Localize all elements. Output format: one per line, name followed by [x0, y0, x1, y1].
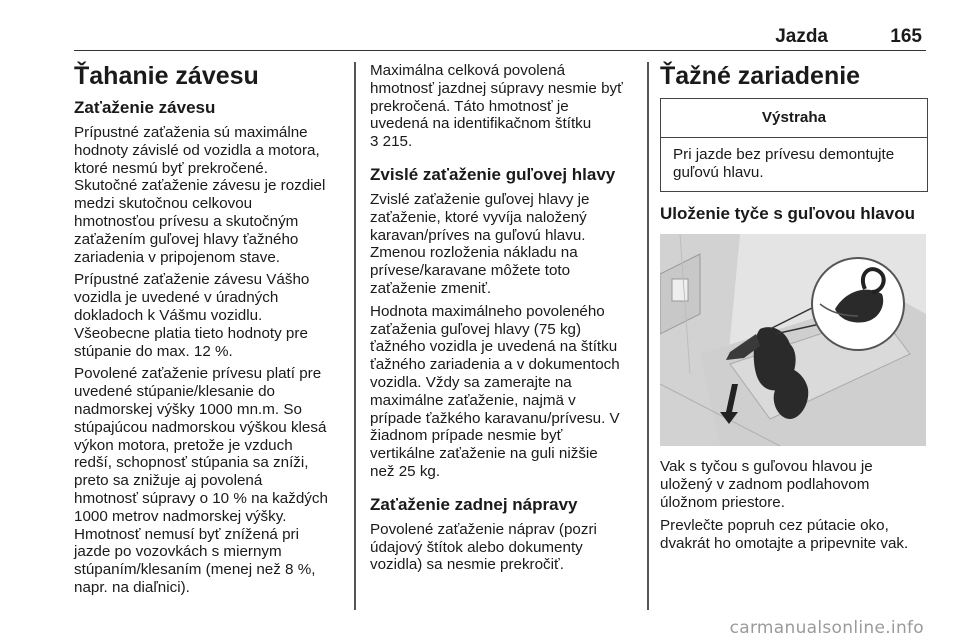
- text-line: Povolené zaťaženie prívesu platí pre: [74, 365, 322, 383]
- subsection-title-rear-axle-load: Zaťaženie zadnej nápravy: [370, 494, 578, 514]
- paragraph: [370, 303, 636, 481]
- paragraph: [660, 458, 928, 511]
- text-line: 1000 metrov nadmorskej výšky.: [74, 507, 287, 525]
- text-line: vozidla je uvedené v úradných: [74, 289, 279, 307]
- text-line: zaťaženie zmeniť.: [370, 279, 492, 297]
- text-line: výkon motora, pretože je vzduch: [74, 436, 293, 454]
- text-line: Prípustné zaťaženia sú maximálne: [74, 124, 308, 141]
- text-line: Hmotnosť nemusí byť znížená pri: [74, 525, 299, 543]
- paragraph: [370, 191, 636, 298]
- text-line: dokladoch k Vášmu vozidlu.: [74, 306, 263, 324]
- text-line: hmotnosť súpravy o 10 % na každých: [74, 489, 328, 507]
- paragraph: [370, 62, 636, 151]
- text-line: Vak s tyčou s guľovou hlavou je: [660, 458, 873, 476]
- subsection-title-trailer-load: Zaťaženie závesu: [74, 98, 216, 117]
- section-title-towing: Ťahanie závesu: [74, 62, 259, 90]
- text-line: redší, schopnosť stúpania sa zníži,: [74, 454, 309, 472]
- paragraph: [74, 271, 346, 360]
- text-line: než 25 kg.: [370, 462, 441, 480]
- text-line: guľovú hlavu.: [673, 163, 764, 181]
- text-line: uložený v zadnom podlahovom: [660, 476, 870, 494]
- text-line: žiadnom prípade nesmie byť: [370, 427, 563, 445]
- text-line: zariadenia v pripojenom stave.: [74, 248, 280, 266]
- section-title-towing-equipment: Ťažné zariadenie: [660, 62, 861, 90]
- text-line: údajový štítok alebo dokumenty: [370, 538, 583, 556]
- column-divider: [354, 62, 356, 610]
- text-line: stúpajúcou nadmorskou výškou klesá: [74, 418, 327, 436]
- text-line: prekročená. Táto hmotnosť je: [370, 97, 569, 115]
- text-line: zaťažením guľovej hlavy ťažného: [74, 230, 299, 248]
- text-line: Zmenou rozloženia nákladu na: [370, 244, 578, 262]
- column-3: [660, 62, 928, 557]
- column-2: [370, 62, 636, 579]
- text-line: Zvislé zaťaženie guľovej hlavy je: [370, 190, 590, 208]
- page-header: [74, 24, 926, 51]
- text-line: Maximálna celková povolená: [370, 62, 566, 79]
- warning-title: Výstraha: [661, 99, 927, 138]
- text-line: stúpanie do max. 12 %.: [74, 342, 233, 360]
- text-line: hmotnosťou prívesu a skutočným: [74, 212, 299, 230]
- subsection-title-vertical-load: Zvislé zaťaženie guľovej hlavy: [370, 164, 616, 184]
- text-line: napr. na diaľnici).: [74, 578, 190, 596]
- text-line: prípade ťažkého karavanu/prívesu. V: [370, 409, 620, 427]
- paragraph: [74, 124, 346, 266]
- text-line: zaťaženia guľovej hlavy (75 kg): [370, 320, 582, 338]
- text-line: jazde po vozovkách s miernym: [74, 543, 282, 561]
- column-divider: [647, 62, 649, 610]
- text-line: hmotnosť jazdnej súpravy nesmie byť: [370, 79, 623, 97]
- warning-box: [660, 98, 928, 192]
- text-line: stúpaním/klesaním (menej než 8 %,: [74, 561, 316, 579]
- paragraph: [370, 521, 636, 574]
- text-line: nadmorskej výšky 1000 mn.m. So: [74, 400, 302, 418]
- text-line: zaťaženie, ktoré vyvíja naložený: [370, 208, 587, 226]
- text-line: dvakrát ho omotajte a pripevnite vak.: [660, 534, 909, 552]
- text-line: maximálne zaťaženie, najmä v: [370, 391, 576, 409]
- text-line: Pri jazde bez prívesu demontujte: [673, 145, 895, 163]
- paragraph: [660, 517, 928, 553]
- text-line: prívese/karavane môžete toto: [370, 262, 571, 280]
- text-line: úložnom priestore.: [660, 493, 785, 511]
- text-line: preto sa znižuje aj povolená: [74, 472, 263, 490]
- chapter-title: Jazda: [775, 26, 828, 47]
- text-line: Všeobecne platia tieto hodnoty pre: [74, 324, 308, 342]
- text-line: Prípustné zaťaženie závesu Vášho: [74, 271, 310, 289]
- text-line: ťažného zariadenia a v dokumentoch: [370, 356, 620, 374]
- text-line: uvedená na identifikačnom štítku: [370, 115, 592, 133]
- text-line: vertikálne zaťaženie na guli nižšie: [370, 445, 598, 463]
- text-line: Povolené zaťaženie náprav (pozri: [370, 520, 597, 538]
- text-line: vozidla. Vždy sa zamerajte na: [370, 373, 572, 391]
- text-line: Skutočné zaťaženie závesu je rozdiel: [74, 177, 326, 195]
- column-1: [74, 62, 346, 602]
- paragraph: [74, 365, 346, 596]
- text-line: ktoré nesmú byť prekročené.: [74, 159, 268, 177]
- page-number: 165: [890, 26, 922, 47]
- text-line: 3 215.: [370, 133, 413, 151]
- subsection-title-storage: Uloženie tyče s guľovou hlavou: [660, 204, 915, 224]
- text-line: Hodnota maximálneho povoleného: [370, 302, 605, 320]
- text-line: karavan/príves na guľovú hlavu.: [370, 226, 586, 244]
- text-line: medzi skutočnou celkovou: [74, 195, 253, 213]
- text-line: uvedené stúpanie/klesanie do: [74, 383, 275, 401]
- text-line: Prevlečte popruh cez pútacie oko,: [660, 516, 889, 534]
- warning-text: [661, 138, 927, 192]
- text-line: ťažného vozidla je uvedená na štítku: [370, 338, 618, 356]
- text-line: hodnoty závislé od vozidla a motora,: [74, 141, 320, 159]
- text-line: vozidla) sa nesmie prekročiť.: [370, 556, 564, 574]
- watermark: carmanualsonline.info: [729, 618, 924, 638]
- cargo-area-illustration: [660, 234, 926, 446]
